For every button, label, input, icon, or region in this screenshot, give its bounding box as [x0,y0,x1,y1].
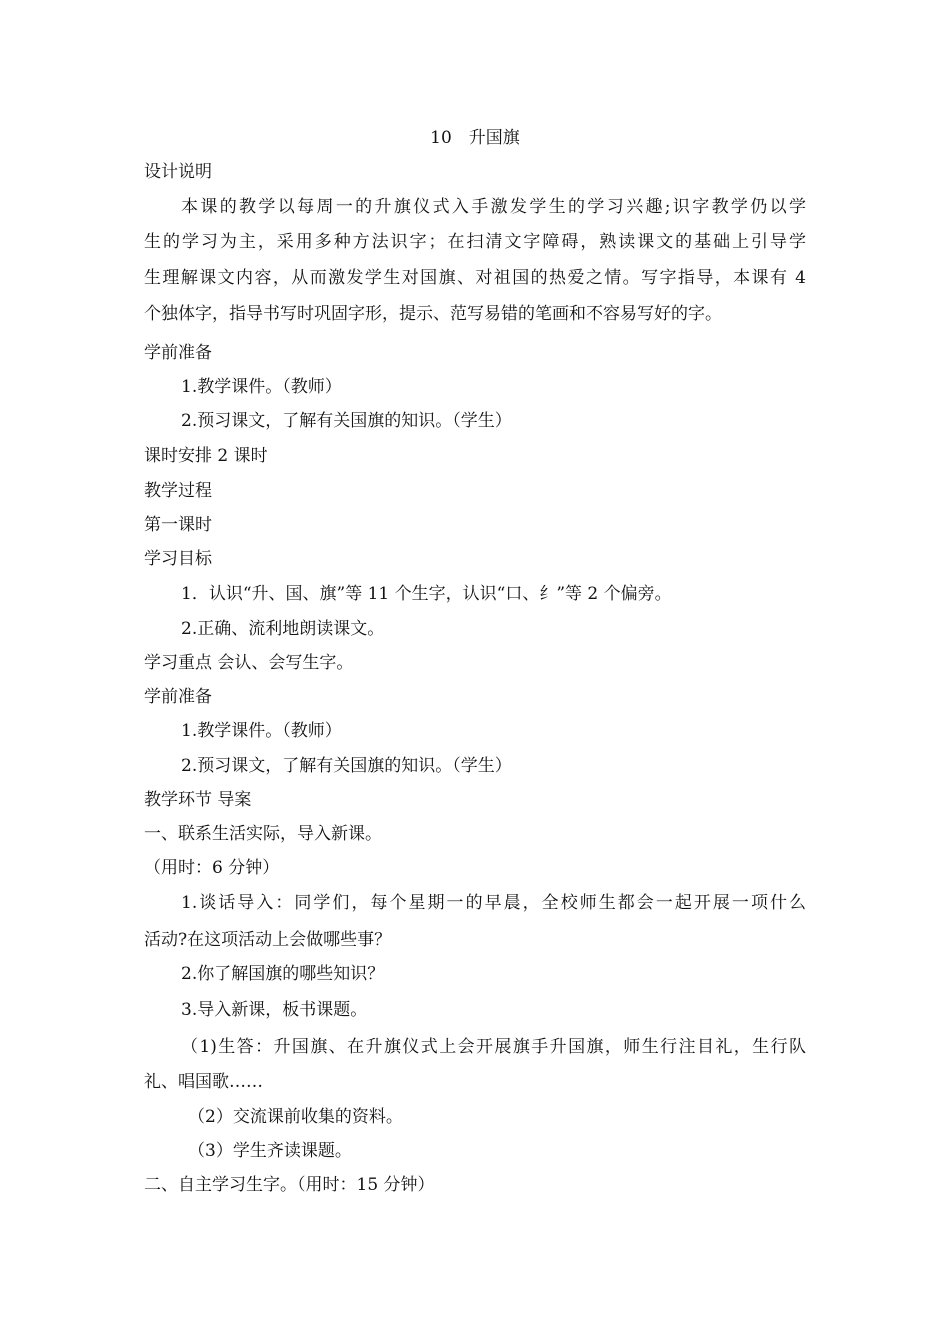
focus-line: 学习重点 会认、会写生字。 [144,653,354,673]
prep-item: 2.预习课文，了解有关国旗的知识。（学生） [181,411,512,431]
paragraph-line: （3）学生齐读课题。 [188,1141,352,1161]
design-note-heading: 设计说明 [144,162,212,182]
design-note-line: 本课的教学以每周一的升旗仪式入手激发学生的学习兴趣;识字教学仍以学 [181,197,806,217]
paragraph-line: 2.你了解国旗的哪些知识？ [181,964,385,984]
paragraph-line: （1)生答：升国旗、在升旗仪式上会开展旗手升国旗，师生行注目礼，生行队 [181,1037,806,1057]
paragraph-line: 1.谈话导入：同学们，每个星期一的早晨，全校师生都会一起开展一项什么 [181,893,806,913]
paragraph-line: 礼、唱国歌…… [144,1072,263,1092]
design-note-line: 生理解课文内容，从而激发学生对国旗、对祖国的热爱之情。写字指导，本课有 4 [144,268,806,288]
prep-item: 1.教学课件。（教师） [181,377,342,397]
schedule-line: 课时安排 2 课时 [144,446,268,466]
prep-heading: 学前准备 [144,343,212,363]
goal-item: 1．认识“升、国、旗”等 11 个生字，认识“口、纟”等 2 个偏旁。 [181,584,672,604]
stages-heading: 教学环节 导案 [144,790,252,810]
prep-item: 2.预习课文，了解有关国旗的知识。（学生） [181,756,512,776]
section-heading: 一、联系生活实际，导入新课。 [144,824,382,844]
lesson-heading: 第一课时 [144,515,212,535]
paragraph-line: 活动?在这项活动上会做哪些事？ [144,930,392,950]
page-title: 10 升国旗 [430,128,520,148]
section-time: （用时：6 分钟） [144,858,280,878]
prep-item: 1.教学课件。（教师） [181,721,342,741]
process-heading: 教学过程 [144,481,212,501]
goal-item: 2.正确、流利地朗读课文。 [181,619,385,639]
design-note-line: 个独体字，指导书写时巩固字形，提示、范写易错的笔画和不容易写好的字。 [144,304,722,324]
design-note-line: 生的学习为主，采用多种方法识字；在扫清文字障碍，熟读课文的基础上引导学 [144,232,806,252]
section-heading: 二、自主学习生字。（用时：15 分钟） [144,1175,435,1195]
prep-heading: 学前准备 [144,687,212,707]
paragraph-line: 3.导入新课，板书课题。 [181,1000,368,1020]
paragraph-line: （2）交流课前收集的资料。 [188,1107,403,1127]
goals-heading: 学习目标 [144,549,212,569]
